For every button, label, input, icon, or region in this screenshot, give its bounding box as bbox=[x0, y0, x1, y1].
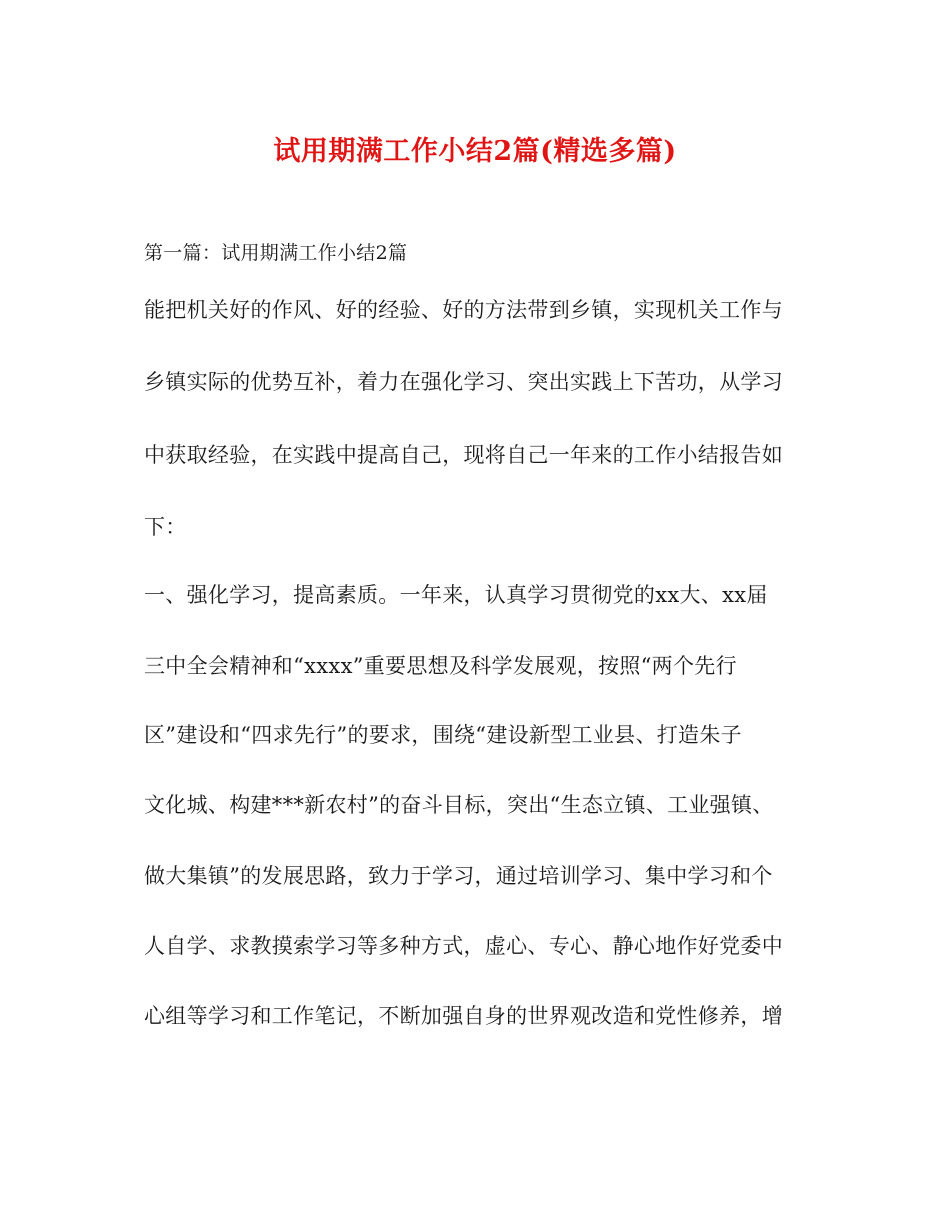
paragraph-line: 一、强化学习，提高素质。一年来，认真学习贯彻党的xx大、xx届 bbox=[144, 583, 768, 607]
paragraph-line: 区”建设和“四求先行”的要求，围绕“建设新型工业县、打造朱子 bbox=[144, 723, 742, 747]
paragraph-line: 能把机关好的作风、好的经验、好的方法带到乡镇，实现机关工作与 bbox=[144, 298, 783, 322]
document-title: 试用期满工作小结2篇(精选多篇) bbox=[273, 136, 677, 167]
paragraph-line: 心组等学习和工作笔记，不断加强自身的世界观改造和党性修养，增 bbox=[144, 1004, 783, 1028]
paragraph-line: 文化城、构建***新农村”的奋斗目标，突出“生态立镇、工业强镇、 bbox=[144, 793, 774, 817]
paragraph-line: 三中全会精神和“xxxx”重要思想及科学发展观，按照“两个先行 bbox=[144, 654, 737, 678]
paragraph-line: 下： bbox=[144, 515, 187, 539]
section-heading: 第一篇：试用期满工作小结2篇 bbox=[144, 242, 408, 264]
paragraph-line: 做大集镇”的发展思路，致力于学习，通过培训学习、集中学习和个 bbox=[144, 864, 773, 888]
paragraph-line: 人自学、求教摸索学习等多种方式，虚心、专心、静心地作好党委中 bbox=[144, 934, 783, 958]
paragraph-line: 中获取经验，在实践中提高自己，现将自己一年来的工作小结报告如 bbox=[144, 443, 783, 467]
paragraph-line: 乡镇实际的优势互补，着力在强化学习、突出实践上下苦功，从学习 bbox=[144, 370, 783, 394]
